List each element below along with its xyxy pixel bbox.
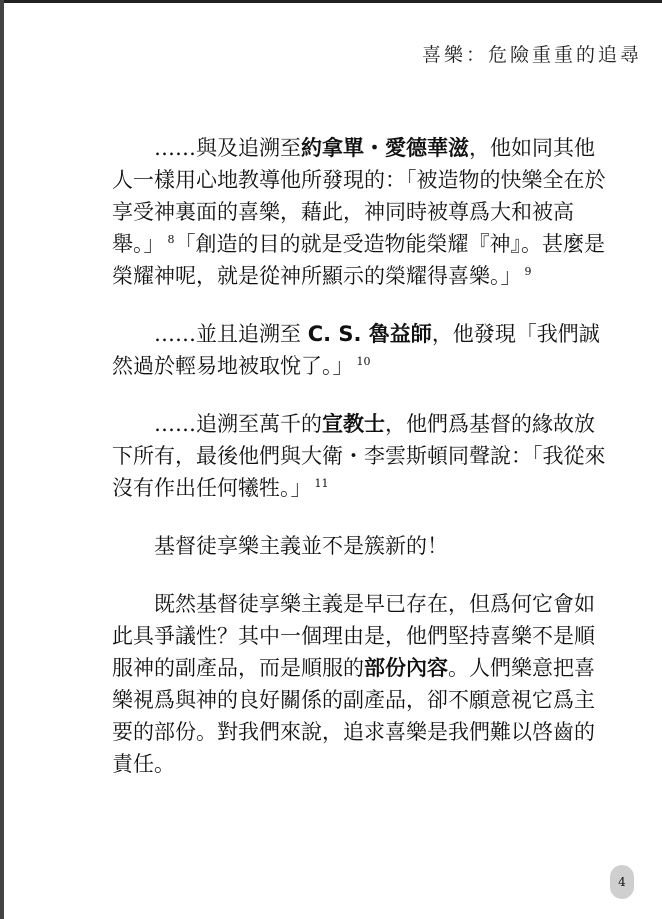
text-run: ，他發現「我們誠然過於輕易地被取悅了。」 — [112, 322, 600, 378]
paragraph-edwards — [112, 132, 612, 292]
page-number: 4 — [610, 865, 634, 899]
paragraph-lewis — [112, 318, 612, 382]
body-text — [112, 132, 612, 806]
name-edwards: 約拿單・愛德華滋 — [301, 136, 469, 160]
paragraph-missionaries — [112, 408, 612, 504]
term-part-of-content: 部份內容 — [364, 656, 448, 680]
text-run: 既然基督徒享樂主義是早已存在，但爲何它會如此具爭議性？其中一個理由是，他們堅持喜樂不是順服神的副產品，而是順服的 — [112, 592, 595, 680]
text-run: ……追溯至萬千的 — [154, 412, 322, 436]
paragraph-not-new — [112, 530, 612, 562]
text-run: 「創造的目的就是受造物能榮耀『神』。甚麼是榮耀神呢，就是從神所顯示的榮耀得喜樂。」 — [112, 232, 605, 288]
term-missionaries: 宣教士 — [322, 412, 385, 436]
text-run: 。人們樂意把喜樂視爲與神的良好關係的副產品，卻不願意視它爲主要的部份。對我們來說，追求喜樂是我們難以啓齒的責任。 — [112, 656, 595, 776]
text-run: ，他們爲基督的緣故放下所有，最後他們與大衛・李雲斯頓同聲說：「我從來沒有作出任何犧牲。」 — [112, 412, 606, 500]
footnote-11: 11 — [314, 477, 329, 490]
footnote-8: 8 — [167, 233, 175, 246]
text-run: ……與及追溯至 — [154, 136, 301, 160]
text-run: ……並且追溯至 — [154, 322, 308, 346]
footnote-10: 10 — [356, 355, 371, 368]
name-lewis: C. S. 魯益師 — [307, 322, 432, 346]
text-run: ，他如同其他人一樣用心地教導他所發現的：「被造物的快樂全在於享受神裏面的喜樂，藉此，神同時被尊爲大和被高舉。」 — [112, 136, 606, 256]
top-rule — [0, 0, 662, 3]
page-edge — [0, 0, 4, 919]
text-run: 基督徒享樂主義並不是簇新的！ — [154, 534, 448, 558]
running-head: 喜樂：危險重重的追尋 — [421, 44, 642, 66]
paragraph-controversy — [112, 588, 612, 780]
footnote-9: 9 — [524, 265, 532, 278]
